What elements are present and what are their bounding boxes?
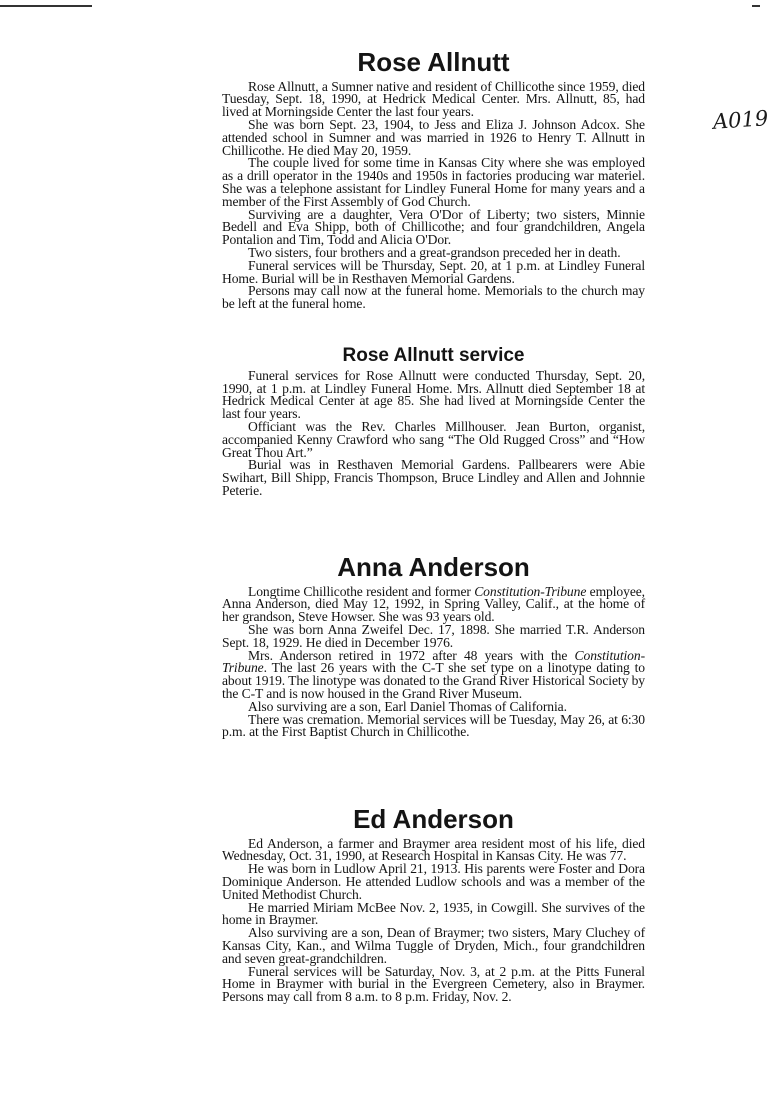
paragraph: She was born Anna Zweifel Dec. 17, 1898. She married T.R. Anderson Sept. 18, 1929. He died in December 1976.	[222, 621, 645, 650]
paragraph: Persons may call now at the funeral home. Memorials to the church may be left at the funeral home.	[222, 283, 645, 312]
obituary-rose-allnutt	[222, 48, 645, 311]
paragraph: She was born Sept. 23, 1904, to Jess and Eliza J. Johnson Adcox. She attended school in Sumner and was married in 1926 to Henry T. Allnutt in Chillicothe. He died May 20, 1959.	[222, 116, 645, 158]
paragraph: Funeral services will be Thursday, Sept. 20, at 1 p.m. at Lindley Funeral Home. Burial will be in Resthaven Memorial Gardens.	[222, 257, 645, 286]
paragraph: Surviving are a daughter, Vera O'Dor of Liberty; two sisters, Minnie Bedell and Eva Shipp, both of Chillicothe; and four grandchildren, Angela Pontalion and Tim, Todd and Alicia O'Dor.	[222, 206, 645, 248]
paragraph: The couple lived for some time in Kansas City where she was employed as a drill operator in the 1940s and 1950s in factories producing war materiel. She was a telephone assistant for Lindley Funeral Home for many years and a member of the First Assembly of God Church.	[222, 155, 645, 209]
paragraph: Funeral services will be Saturday, Nov. 3, at 2 p.m. at the Pitts Funeral Home in Braymer with burial in the Evergreen Cemetery, also in Braymer. Persons may call from 8 a.m. to 8 p.m. Friday, Nov. 2.	[222, 963, 645, 1005]
newspaper-name: Constitution-Tribune	[222, 647, 645, 676]
headline: Ed Anderson	[353, 804, 514, 834]
paragraph: Two sisters, four brothers and a great-grandson preceded her in death.	[248, 244, 621, 260]
paragraph: Rose Allnutt, a Sumner native and resident of Chillicothe since 1959, died Tuesday, Sept. 18, 1990, at Hedrick Medical Center. Mrs. Allnutt, 85, had lived at Morningside Center the last four years.	[222, 78, 645, 120]
paragraph: Officiant was the Rev. Charles Millhouser. Jean Burton, organist, accompanied Kenny Crawford who sang “The Old Rugged Cross” and “How Great Thou Art.”	[222, 419, 645, 460]
paragraph	[222, 583, 645, 625]
paragraph: Burial was in Resthaven Memorial Gardens. Pallbearers were Abie Swihart, Bill Shipp, Francis Thompson, Bruce Lindley and Allen and Johnnie Peterie.	[222, 457, 645, 499]
handwritten-note: A019	[712, 106, 769, 134]
paragraph: He was born in Ludlow April 21, 1913. His parents were Foster and Dora Dominique Anderson. He attended Ludlow schools and was a member of the United Methodist Church.	[222, 861, 645, 902]
headline: Rose Allnutt	[357, 47, 510, 77]
paragraph	[222, 647, 645, 701]
newspaper-name: Constitution-Tribune	[474, 583, 587, 599]
text: Longtime Chillicothe resident and former	[248, 583, 475, 599]
text: . The last 26 years with the C-T she set type on a linotype dating to about 1919. The linotype was donated to the Grand River Historical Society by the C-T and is now housed in the Grand River Museum.	[222, 660, 645, 701]
paragraph: He married Miriam McBee Nov. 2, 1935, in Cowgill. She survives of the home in Braymer.	[222, 899, 645, 928]
headline: Anna Anderson	[337, 552, 530, 582]
paragraph: There was cremation. Memorial services will be Tuesday, May 26, at 6:30 p.m. at the First Baptist Church in Chillicothe.	[222, 711, 645, 740]
text: Mrs. Anderson retired in 1972 after 48 years with the	[248, 647, 575, 663]
notice-rose-allnutt-service	[222, 346, 645, 498]
obituary-anna-anderson	[222, 553, 645, 739]
top-right-border-line	[752, 5, 760, 7]
paragraph: Also surviving are a son, Earl Daniel Thomas of California.	[248, 698, 567, 714]
obituary-ed-anderson	[222, 805, 645, 1004]
top-left-border-line	[0, 5, 92, 7]
headline: Rose Allnutt service	[342, 345, 525, 366]
text: employee, Anna Anderson, died May 12, 1992, in Spring Valley, Calif., at the home of her grandson, Steve Howser. She was 93 years old.	[222, 583, 645, 625]
paragraph: Ed Anderson, a farmer and Braymer area resident most of his life, died Wednesday, Oct. 31, 1990, at Research Hospital in Kansas City. He was 77.	[222, 835, 645, 864]
paragraph: Funeral services for Rose Allnutt were conducted Thursday, Sept. 20, 1990, at 1 p.m. at Lindley Funeral Home. Mrs. Allnutt died September 18 at Hedrick Medical Center at age 85. She had lived at Morningside Center the last four years.	[222, 367, 645, 422]
paragraph: Also surviving are a son, Dean of Braymer; two sisters, Mary Cluchey of Kansas City, Kan., and Wilma Tuggle of Dryden, Mich., four grandchildren and seven great-grandchildren.	[222, 925, 645, 966]
